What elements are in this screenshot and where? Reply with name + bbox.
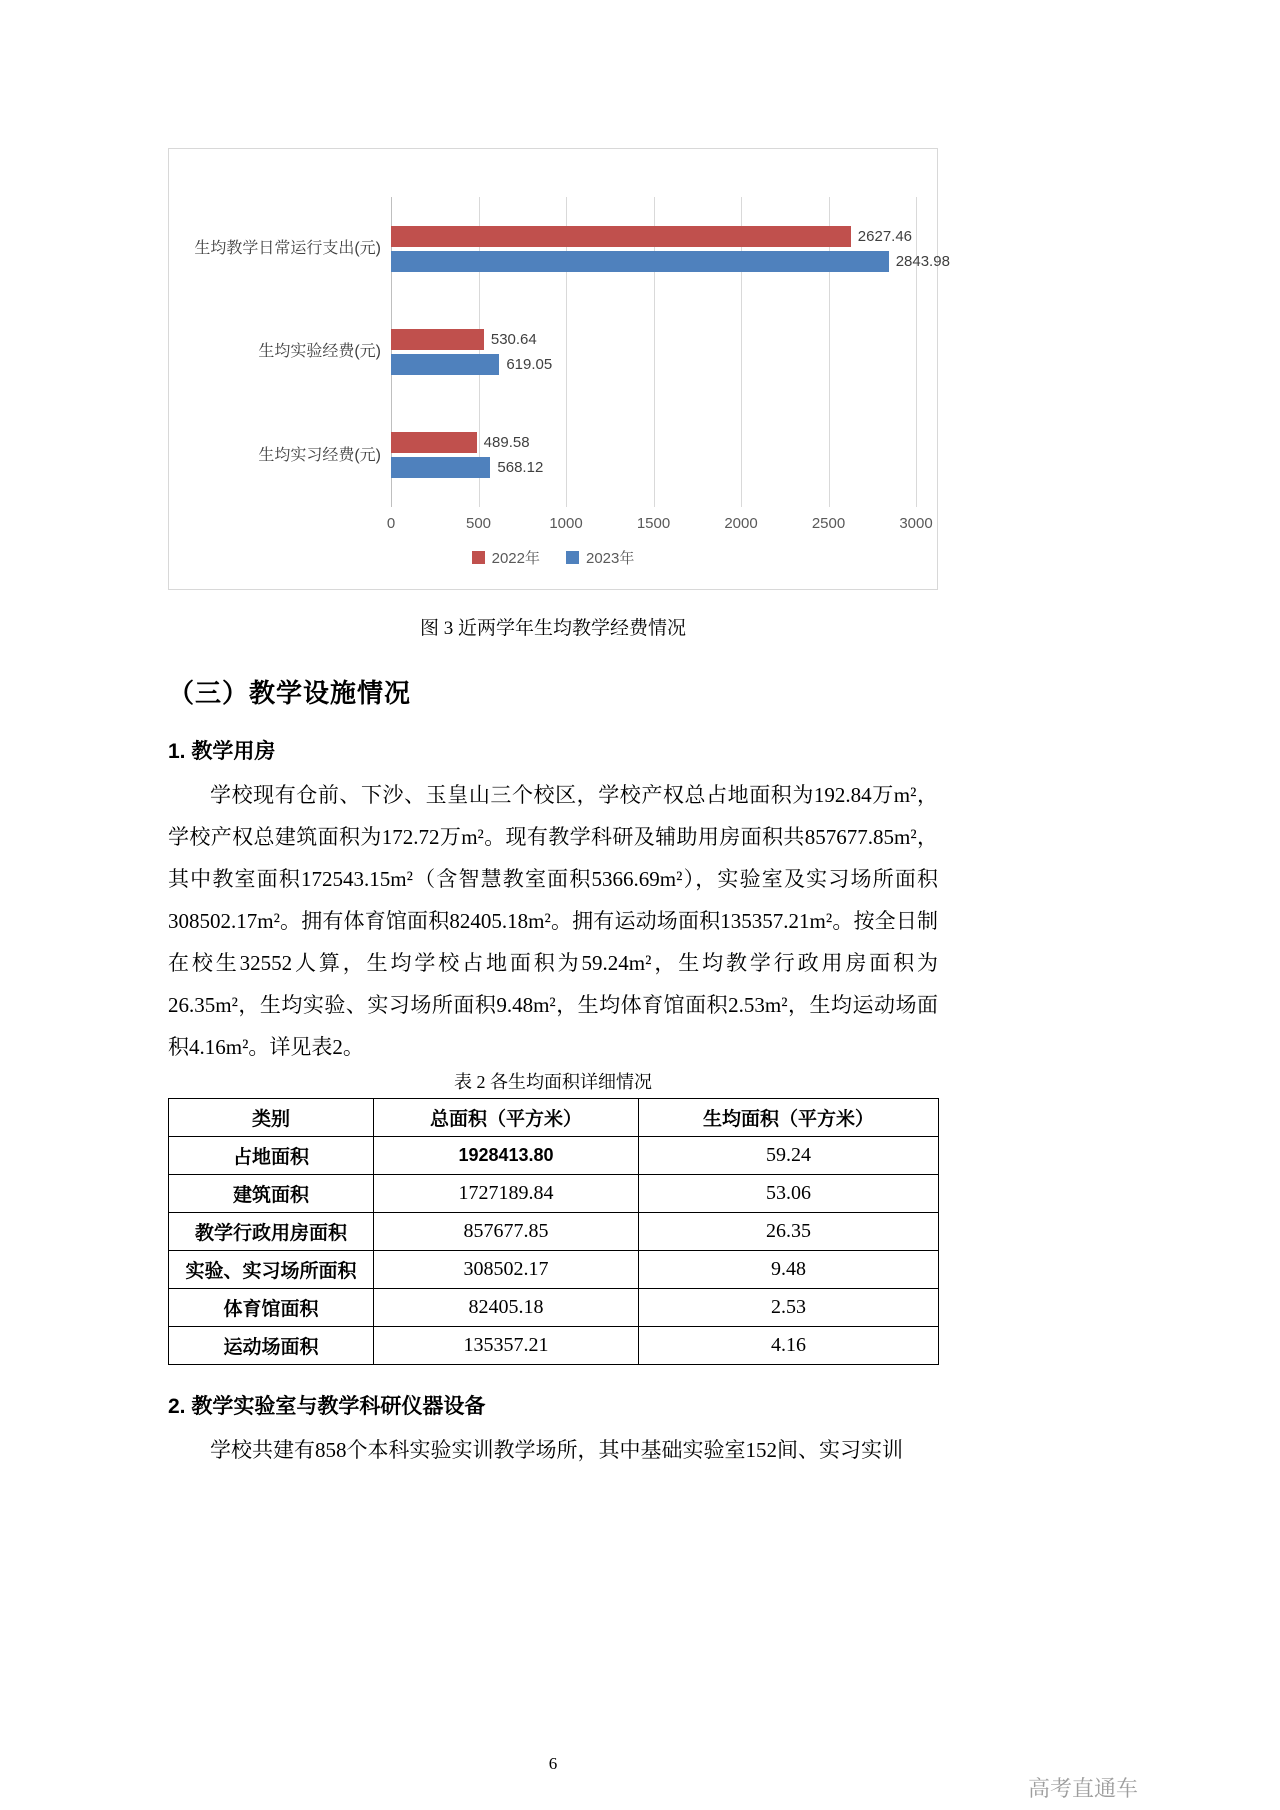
bar-value-label: 619.05 bbox=[506, 355, 553, 373]
table-row bbox=[169, 1213, 939, 1251]
bar-row-series-1 bbox=[391, 354, 916, 375]
chart-bar-group bbox=[391, 404, 916, 507]
table-value-cell: 82405.18 bbox=[374, 1289, 639, 1327]
table-header-cell: 生均面积（平方米） bbox=[639, 1099, 939, 1137]
table-value-cell: 53.06 bbox=[639, 1175, 939, 1213]
table-value-cell: 1928413.80 bbox=[374, 1137, 639, 1175]
watermark: 高考直通车 bbox=[1027, 1776, 1138, 1801]
table-category-cell: 体育馆面积 bbox=[169, 1289, 374, 1327]
bar-row-series-0 bbox=[391, 226, 916, 247]
gridline bbox=[916, 197, 917, 507]
page-content bbox=[168, 148, 950, 1471]
chart-bar-group bbox=[391, 197, 950, 300]
table-row bbox=[169, 1251, 939, 1289]
bar-row-series-0 bbox=[391, 432, 916, 453]
table-category-cell: 实验、实习场所面积 bbox=[169, 1251, 374, 1289]
bar-row-series-1 bbox=[391, 251, 950, 272]
table-value-cell: 857677.85 bbox=[374, 1213, 639, 1251]
table-value-cell: 4.16 bbox=[639, 1327, 939, 1365]
bar-chart-figure bbox=[168, 148, 950, 590]
x-axis-tick-label: 1000 bbox=[549, 515, 583, 532]
legend-item bbox=[566, 547, 634, 568]
table-value-cell: 135357.21 bbox=[374, 1327, 639, 1365]
table-category-cell: 建筑面积 bbox=[169, 1175, 374, 1213]
table-value-cell: 9.48 bbox=[639, 1251, 939, 1289]
table-value-cell: 308502.17 bbox=[374, 1251, 639, 1289]
table-value-cell: 26.35 bbox=[639, 1213, 939, 1251]
bar-value-label: 2843.98 bbox=[895, 252, 950, 270]
x-axis-tick-label: 2500 bbox=[811, 515, 846, 532]
table-header-row bbox=[169, 1099, 939, 1137]
x-axis-tick-label: 0 bbox=[386, 515, 396, 532]
paragraph-labs: 学校共建有858个本科实验实训教学场所，其中基础实验室152间、实习实训 bbox=[210, 1438, 903, 1462]
bar-2022年 bbox=[391, 432, 477, 453]
section-heading: （三）教学设施情况 bbox=[168, 678, 412, 708]
category-label: 生均教学日常运行支出(元) bbox=[194, 240, 381, 258]
chart-legend bbox=[169, 547, 937, 568]
table-category-cell: 教学行政用房面积 bbox=[169, 1213, 374, 1251]
table-caption: 表 2 各生均面积详细情况 bbox=[454, 1072, 652, 1092]
table-category-cell: 占地面积 bbox=[169, 1137, 374, 1175]
legend-swatch bbox=[472, 551, 485, 564]
legend-label: 2022年 bbox=[491, 550, 540, 567]
page-number: 6 bbox=[548, 1754, 558, 1773]
chart-plot-area bbox=[391, 197, 950, 507]
bar-2022年 bbox=[391, 329, 484, 350]
bar-2023年 bbox=[391, 457, 490, 478]
legend-label: 2023年 bbox=[586, 550, 635, 567]
bar-value-label: 489.58 bbox=[483, 434, 530, 452]
bar-value-label: 568.12 bbox=[497, 459, 544, 477]
chart-bar-group bbox=[391, 300, 916, 403]
subsection-2-heading: 2. 教学实验室与教学科研仪器设备 bbox=[168, 1395, 486, 1418]
legend-item bbox=[472, 547, 540, 568]
table-row bbox=[169, 1175, 939, 1213]
paragraph-teaching-rooms: 学校现有仓前、下沙、玉皇山三个校区，学校产权总占地面积为192.84万m²，学校产权总建筑面积为172.72万m²。现有教学科研及辅助用房面积共857677.85m²，其中教室面积172543.15m²（含智慧教室面积5366.69m²），实验室及实习场所面积308502.17m²。拥有体育馆面积82405.18m²。拥有运动场面积135357.21m²。按全日制在校生32552人算，生均学校占地面积为59.24m²，生均教学行政用房面积为26.35m²，生均实验、实习场所面积9.48m²，生均体育馆面积2.53m²，生均运动场面积4.16m²。详见表2。 bbox=[168, 783, 938, 1059]
bar-row-series-0 bbox=[391, 329, 916, 350]
bar-value-label: 2627.46 bbox=[857, 227, 913, 245]
legend-swatch bbox=[566, 551, 579, 564]
bar-2023年 bbox=[391, 354, 499, 375]
bar-row-series-1 bbox=[391, 457, 916, 478]
table-row bbox=[169, 1137, 939, 1175]
figure-caption: 图 3 近两学年生均教学经费情况 bbox=[419, 618, 686, 639]
x-axis-tick-label: 3000 bbox=[899, 515, 933, 532]
table-category-cell: 运动场面积 bbox=[169, 1327, 374, 1365]
category-label: 生均实习经费(元) bbox=[258, 446, 381, 464]
x-axis-tick-label: 2000 bbox=[724, 515, 758, 532]
table-value-cell: 2.53 bbox=[639, 1289, 939, 1327]
table-header-cell: 总面积（平方米） bbox=[374, 1099, 639, 1137]
bar-2022年 bbox=[391, 226, 851, 247]
subsection-1-heading: 1. 教学用房 bbox=[168, 740, 276, 763]
table-value-cell: 59.24 bbox=[639, 1137, 939, 1175]
table-value-cell: 1727189.84 bbox=[374, 1175, 639, 1213]
table-header-cell: 类别 bbox=[169, 1099, 374, 1137]
x-axis-tick-label: 1500 bbox=[636, 515, 671, 532]
x-axis-tick-label: 500 bbox=[465, 515, 492, 532]
bar-value-label: 530.64 bbox=[490, 330, 537, 348]
bar-2023年 bbox=[391, 251, 889, 272]
table-row bbox=[169, 1289, 939, 1327]
category-label: 生均实验经费(元) bbox=[258, 343, 381, 361]
table-row bbox=[169, 1327, 939, 1365]
per-student-area-table bbox=[168, 1098, 939, 1365]
